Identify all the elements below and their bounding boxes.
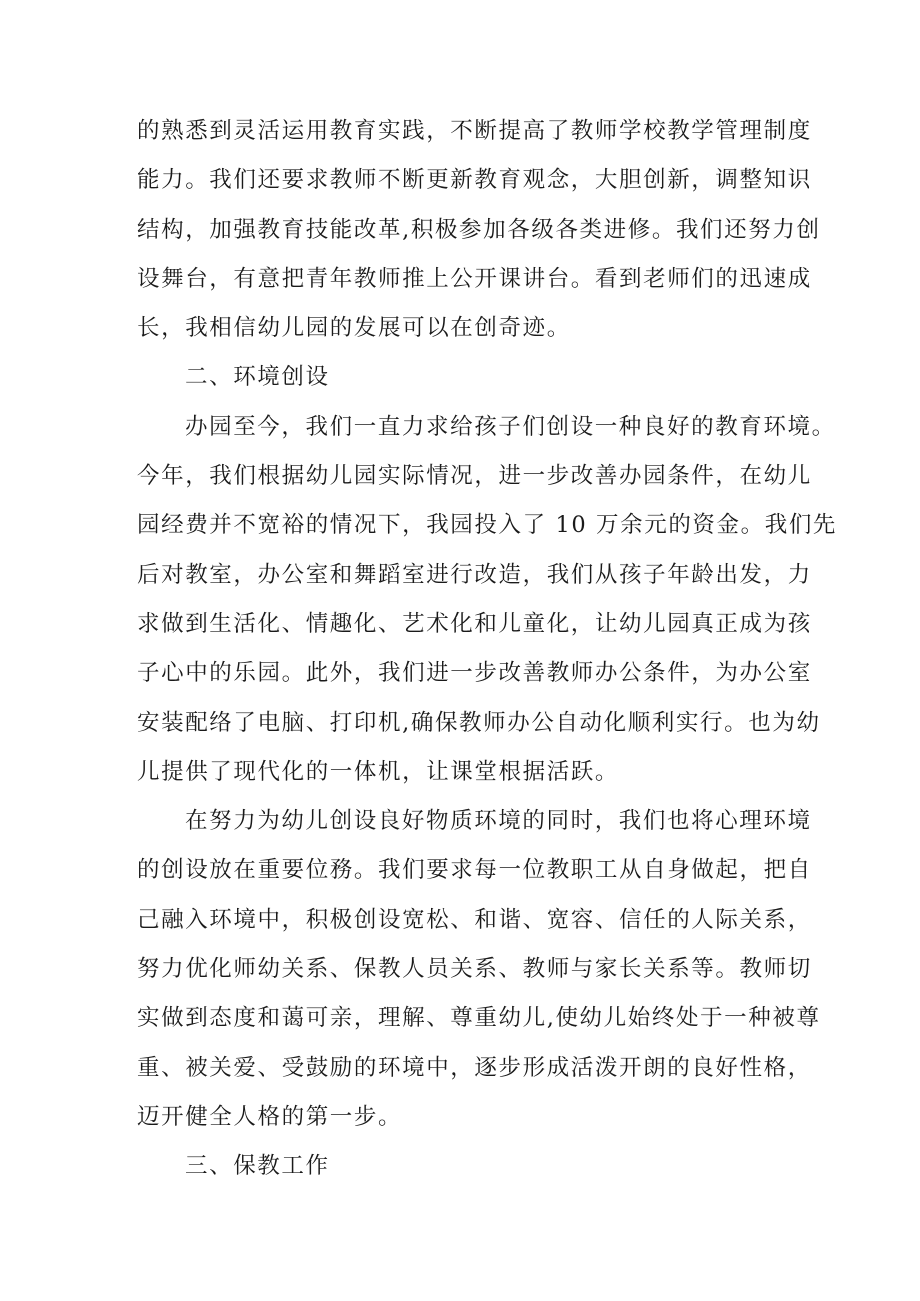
text-line: 的创设放在重要位務。我们要求每一位教职工从自身做起，把自 xyxy=(137,857,812,884)
text-line: 实做到态度和蔼可亲，理解、尊重幼儿,使幼儿始终处于一种被尊 xyxy=(137,1005,821,1032)
text-line: 儿提供了现代化的一体机，让课堂根据活跃。 xyxy=(137,758,620,785)
text-line: 重、被关爱、受鼓励的环境中，逐步形成活泼开朗的良好性格， xyxy=(137,1054,812,1081)
text-line: 设舞台，有意把青年教师推上公开课讲台。看到老师们的迅速成 xyxy=(137,265,812,292)
section-heading-care-education xyxy=(137,1142,805,1191)
document-body xyxy=(137,107,838,1192)
text-line: 子心中的乐园。此外，我们进一步改善教师办公条件，为办公室 xyxy=(137,660,812,687)
text-line: 迈开健全人格的第一步。 xyxy=(137,1103,403,1130)
paragraph-environment-psychological xyxy=(137,797,821,1142)
text-line: 的熟悉到灵活运用教育实践，不断提高了教师学校教学管理制度 xyxy=(137,118,812,144)
section-heading: 三、保教工作 xyxy=(185,1153,330,1180)
text-line: 能力。我们还要求教师不断更新教育观念，大胆创新，调整知识 xyxy=(137,167,812,194)
text-line: 今年，我们根据幼儿园实际情况，进一步改善办园条件，在幼儿 xyxy=(137,463,812,490)
text-line: 办园至今，我们一直力求给孩子们创设一种良好的教育环境。 xyxy=(185,413,836,440)
text-line: 安装配络了电脑、打印机,确保教师办公自动化顺利实行。也为幼 xyxy=(137,709,821,736)
text-line: 在努力为幼儿创设良好物质环境的同时，我们也将心理环境 xyxy=(185,808,812,835)
section-heading: 二、环境创设 xyxy=(185,364,330,391)
paragraph-intro-continuation xyxy=(137,107,821,353)
text-line: 己融入环境中，积极创设宽松、和谐、宽容、信任的人际关系， xyxy=(137,906,812,933)
text-line: 求做到生活化、情趣化、艺术化和儿童化，让幼儿园真正成为孩 xyxy=(137,610,812,637)
text-line: 后对教室，办公室和舞蹈室进行改造，我们从孩子年龄出发，力 xyxy=(137,561,812,588)
text-line: 园经费并不宽裕的情况下，我园投入了 10 万余元的资金。我们先 xyxy=(137,512,838,539)
text-line: 努力优化师幼关系、保教人员关系、教师与家长关系等。教师切 xyxy=(137,956,812,983)
section-heading-environment xyxy=(137,353,805,402)
text-line: 长，我相信幼儿园的发展可以在创奇迹。 xyxy=(137,315,571,342)
paragraph-environment-material xyxy=(137,403,838,797)
text-line: 结构，加强教育技能改革,积极参加各级各类进修。我们还努力创 xyxy=(137,216,821,243)
